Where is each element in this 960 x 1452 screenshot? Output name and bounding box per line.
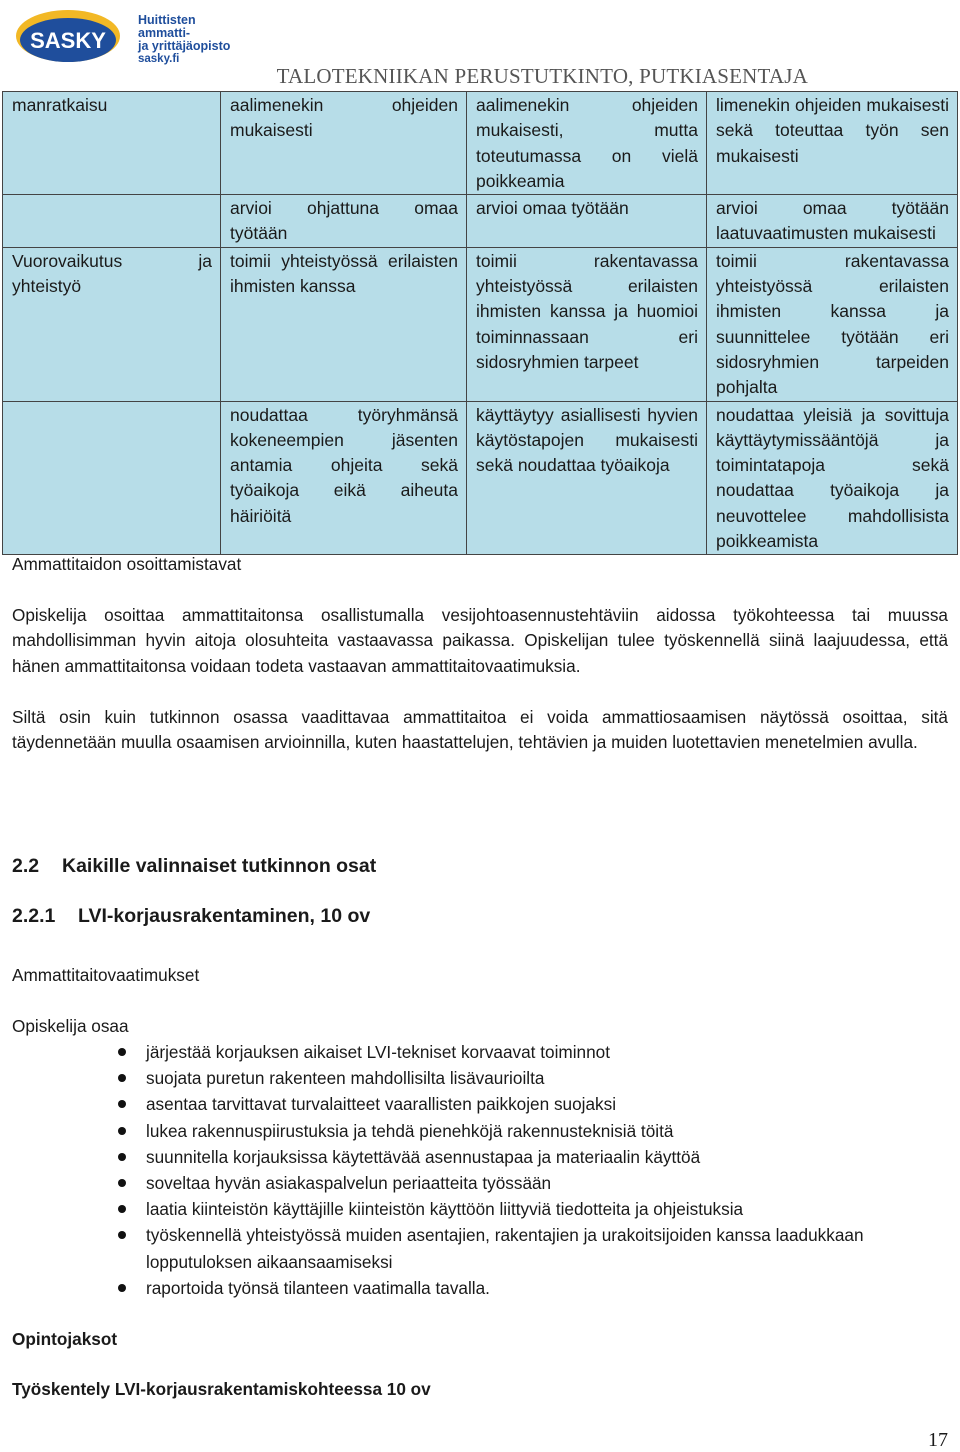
logo-brand: SASKY	[30, 28, 106, 53]
bullet-icon	[118, 1153, 126, 1161]
list-item-text: raportoida työnsä tilanteen vaatimalla tavalla.	[146, 1277, 490, 1298]
bullet-icon	[118, 1048, 126, 1056]
running-header: TALOTEKNIIKAN PERUSTUTKINTO, PUTKIASENTAJA	[276, 64, 808, 88]
table-cell: arvioi omaa työtään laatuvaatimusten mukaisesti	[707, 195, 958, 248]
student-can-label: Opiskelija osaa	[12, 1016, 129, 1036]
table-cell	[3, 195, 221, 248]
table-cell: aalimenekin ohjeiden mukaisesti, mutta toteutumassa on vielä poikkeamia	[467, 92, 707, 195]
bullet-icon	[118, 1074, 126, 1082]
subsection-number: 2.2.1	[12, 905, 56, 927]
section-title: Kaikille valinnaiset tutkinnon osat	[62, 855, 377, 877]
subsection-heading	[12, 905, 370, 928]
assessment-methods-heading: Ammattitaidon osoittamistavat	[12, 554, 242, 574]
table-cell: arvioi ohjattuna omaa työtään	[221, 195, 467, 248]
list-item	[0, 1091, 948, 1117]
bullet-icon	[118, 1179, 126, 1187]
table-cell	[3, 401, 221, 555]
list-item-text: suojata puretun rakenteen mahdollisilta lisävaurioilta	[146, 1068, 545, 1089]
assessment-paragraph-2: Siltä osin kuin tutkinnon osassa vaadittavaa ammattitaitoa ei voida ammattiosaamisen näytössä osoittaa, sitä täydennetään muulla osaamisen arvioinnilla, kuten haastattelujen, tehtävien ja muiden luotettavien menetelmien avulla.	[12, 707, 948, 753]
bullet-icon	[118, 1127, 126, 1135]
subsection-title: LVI-korjausrakentaminen, 10 ov	[78, 905, 371, 927]
list-item	[0, 1065, 948, 1091]
logo-emblem	[14, 6, 126, 64]
table-cell: arvioi omaa työtään	[467, 195, 707, 248]
bullet-icon	[118, 1205, 126, 1213]
bullet-icon	[118, 1284, 126, 1292]
list-item	[0, 1170, 948, 1196]
list-item-text: soveltaa hyvän asiakaspalvelun periaatteita työssään	[146, 1173, 552, 1194]
bullet-icon	[118, 1231, 126, 1239]
list-item-text: järjestää korjauksen aikaiset LVI-tekniset korvaavat toiminnot	[146, 1042, 610, 1062]
table-row	[3, 247, 958, 401]
table-cell: aalimenekin ohjeiden mukaisesti	[221, 92, 467, 195]
section-number: 2.2	[12, 855, 40, 877]
list-item-text: lukea rakennuspiirustuksia ja tehdä pienehköjä rakennusteknisiä töitä	[146, 1120, 674, 1141]
assessment-paragraph-1: Opiskelija osoittaa ammattitaitonsa osallistumalla vesijohtoasennustehtäviin aidossa työkohteessa tai muussa mahdollisimman hyvin aitoja olosuhteita vastaavassa paikassa. Opiskelijan tulee työskennellä siinä laajuudessa, että hänen ammattitaitonsa voidaan todeta vastaavan ammattitaitovaatimuksia.	[12, 605, 948, 676]
list-item-text: asentaa tarvittavat turvalaitteet vaarallisten paikkojen suojaksi	[146, 1094, 617, 1115]
list-item	[0, 1118, 948, 1144]
list-item-text: työskennellä yhteistyössä muiden asentajien, rakentajien ja urakoitsijoiden kanssa laadukkaan lopputuloksen aikaansaamiseksi	[146, 1225, 864, 1272]
table-cell: noudattaa yleisiä ja sovittuja käyttäytymissääntöjä ja toimintatapoja sekä noudattaa työaikoja ja neuvottelee mahdollisista poikkeamista	[707, 401, 958, 555]
assessment-table	[2, 91, 958, 555]
list-item	[0, 1222, 948, 1274]
table-cell: noudattaa työryhmänsä kokeneempien jäsenten antamia ohjeita sekä työaikoja eikä aiheuta häiriöitä	[221, 401, 467, 555]
table-cell: toimii rakentavassa yhteistyössä erilaisten ihmisten kanssa ja suunnittelee työtään eri sidosryhmien tarpeiden pohjalta	[707, 247, 958, 401]
logo-line-3: sasky.fi	[138, 53, 180, 65]
list-item	[0, 1196, 948, 1222]
logo-line-1: Huittisten ammatti-	[138, 13, 196, 40]
table-cell: toimii rakentavassa yhteistyössä erilaisten ihmisten kanssa ja huomioi toiminnassaan eri sidosryhmien tarpeet	[467, 247, 707, 401]
table-cell: limenekin ohjeiden mukaisesti sekä toteuttaa työn sen mukaisesti	[707, 92, 958, 195]
list-item	[0, 1039, 948, 1065]
course-title: Työskentely LVI-korjausrakentamiskohteessa 10 ov	[12, 1379, 431, 1399]
logo-text	[138, 14, 244, 66]
table-row	[3, 401, 958, 555]
section-heading	[12, 855, 376, 878]
list-item-text: suunnitella korjauksissa käytettävää asennustapaa ja materiaalin käyttöä	[146, 1146, 701, 1167]
list-item	[0, 1275, 948, 1301]
requirements-list	[0, 1039, 948, 1301]
opintojaksot-heading: Opintojaksot	[12, 1329, 118, 1349]
list-item	[0, 1144, 948, 1170]
table-cell: toimii yhteistyössä erilaisten ihmisten kanssa	[221, 247, 467, 401]
page-number: 17	[928, 1429, 948, 1451]
table-row	[3, 195, 958, 248]
list-item-text: laatia kiinteistön käyttäjille kiinteistön käyttöön liittyviä tiedotteita ja ohjeistuksia	[146, 1199, 744, 1220]
bullet-icon	[118, 1100, 126, 1108]
table-cell: käyttäytyy asiallisesti hyvien käytöstapojen mukaisesti sekä noudattaa työaikoja	[467, 401, 707, 555]
logo-line-2: ja yrittäjäopisto	[138, 39, 231, 53]
table-cell: manratkaisu	[3, 92, 221, 195]
requirements-heading: Ammattitaitovaatimukset	[12, 965, 200, 985]
table-row	[3, 92, 958, 195]
table-cell: Vuorovaikutus ja yhteistyö	[3, 247, 221, 401]
